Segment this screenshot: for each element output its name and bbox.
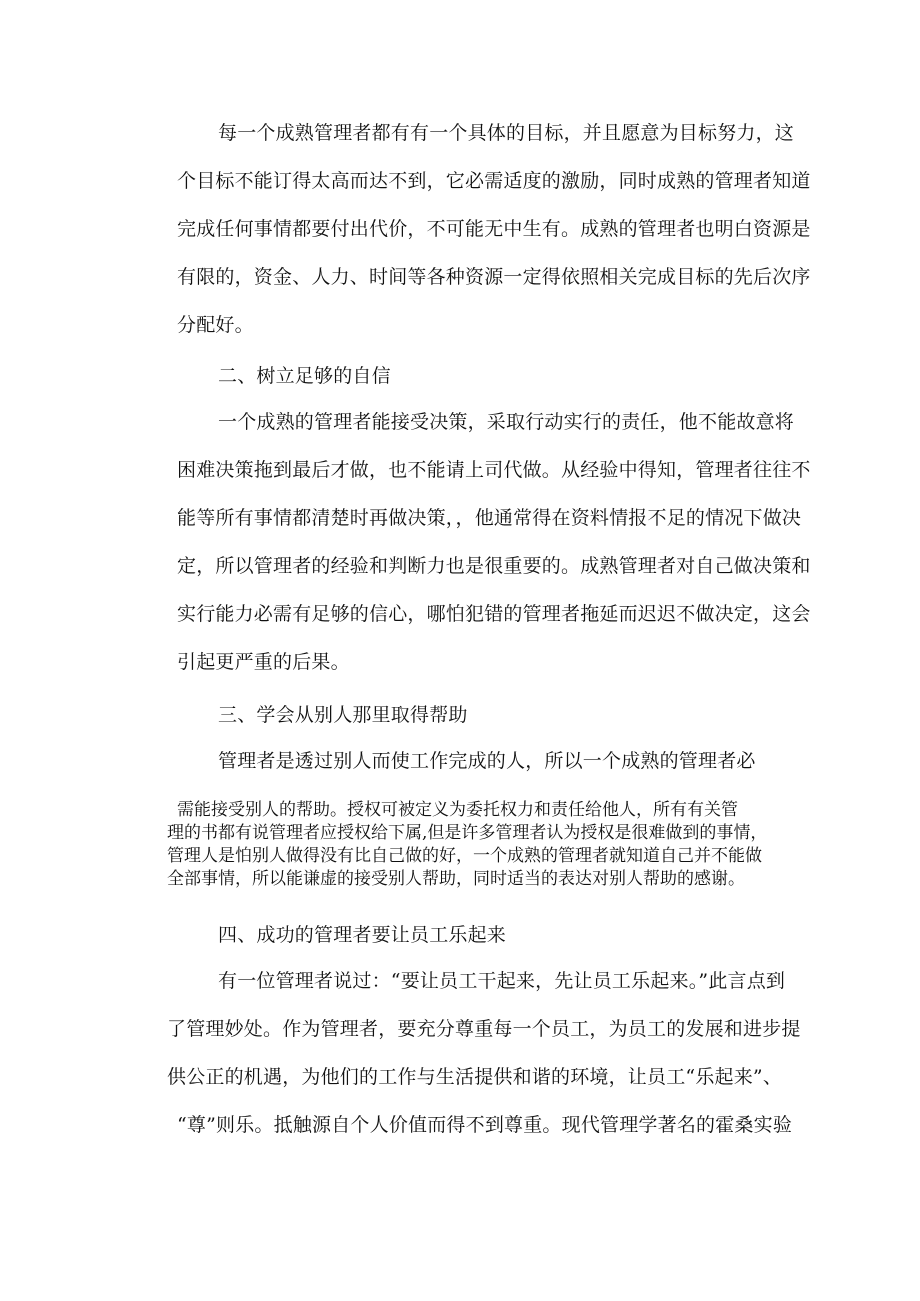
paragraph-1-line-5: 分配好。	[177, 314, 254, 336]
section-heading-3: 三、学会从别人那里取得帮助	[218, 704, 468, 726]
paragraph-3-line-3: 管理人是怕别人做得没有比自己做的好，一个成熟的管理者就知道自己并不能做	[167, 846, 762, 866]
paragraph-3-lead-line: 管理者是透过别人而使工作完成的人，所以一个成熟的管理者必	[218, 750, 756, 772]
paragraph-2-line-5: 实行能力必需有足够的信心，哪怕犯错的管理者拖延而迟迟不做决定，这会	[177, 603, 811, 625]
paragraph-2-line-1: 一个成熟的管理者能接受决策，采取行动实行的责任，他不能故意将	[218, 411, 795, 433]
paragraph-3-line-4: 全部事情，所以能谦虚的接受别人帮助，同时适当的表达对别人帮助的感谢。	[167, 869, 745, 889]
paragraph-4-line-2: 了管理妙处。作为管理者，要充分尊重每一个员工，为员工的发展和进步提	[167, 1018, 801, 1040]
section-heading-2: 二、树立足够的自信	[218, 365, 391, 387]
paragraph-1-line-3: 完成任何事情都要付出代价，不可能无中生有。成熟的管理者也明白资源是	[177, 218, 811, 240]
paragraph-2-line-3: 能等所有事情都清楚时再做决策，，他通常得在资料情报不足的情况下做决	[177, 507, 802, 529]
paragraph-3-line-1: 需能接受别人的帮助。授权可被定义为委托权力和责任给他人，所有有关管	[177, 800, 738, 820]
paragraph-1-line-2: 个目标不能订得太高而达不到，它必需适度的激励，同时成熟的管理者知道	[177, 170, 811, 192]
paragraph-1-line-1: 每一个成熟管理者都有有一个具体的目标，并且愿意为目标努力，这	[218, 122, 795, 144]
paragraph-2-line-6: 引起更严重的后果。	[177, 651, 350, 673]
paragraph-4-line-3: 供公正的机遇，为他们的工作与生活提供和谐的环境，让员工“乐起来”、	[167, 1066, 783, 1088]
paragraph-2-line-4: 定，所以管理者的经验和判断力也是很重要的。成熟管理者对自己做决策和	[177, 555, 811, 577]
section-heading-4: 四、成功的管理者要让员工乐起来	[218, 924, 507, 946]
paragraph-4-line-4: “尊”则乐。抵触源自个人价值而得不到尊重。现代管理学著名的霍桑实验	[177, 1114, 793, 1136]
paragraph-4-line-1: 有一位管理者说过：“要让员工干起来，先让员工乐起来。”此言点到	[218, 970, 786, 992]
paragraph-2-line-2: 困难决策拖到最后才做，也不能请上司代做。从经验中得知，管理者往往不	[177, 459, 811, 481]
paragraph-1-line-4: 有限的，资金、人力、时间等各种资源一定得依照相关完成目标的先后次序	[177, 266, 811, 288]
paragraph-3-line-2: 理的书都有说管理者应授权给下属,但是许多管理者认为授权是很难做到的事情，	[167, 823, 768, 843]
